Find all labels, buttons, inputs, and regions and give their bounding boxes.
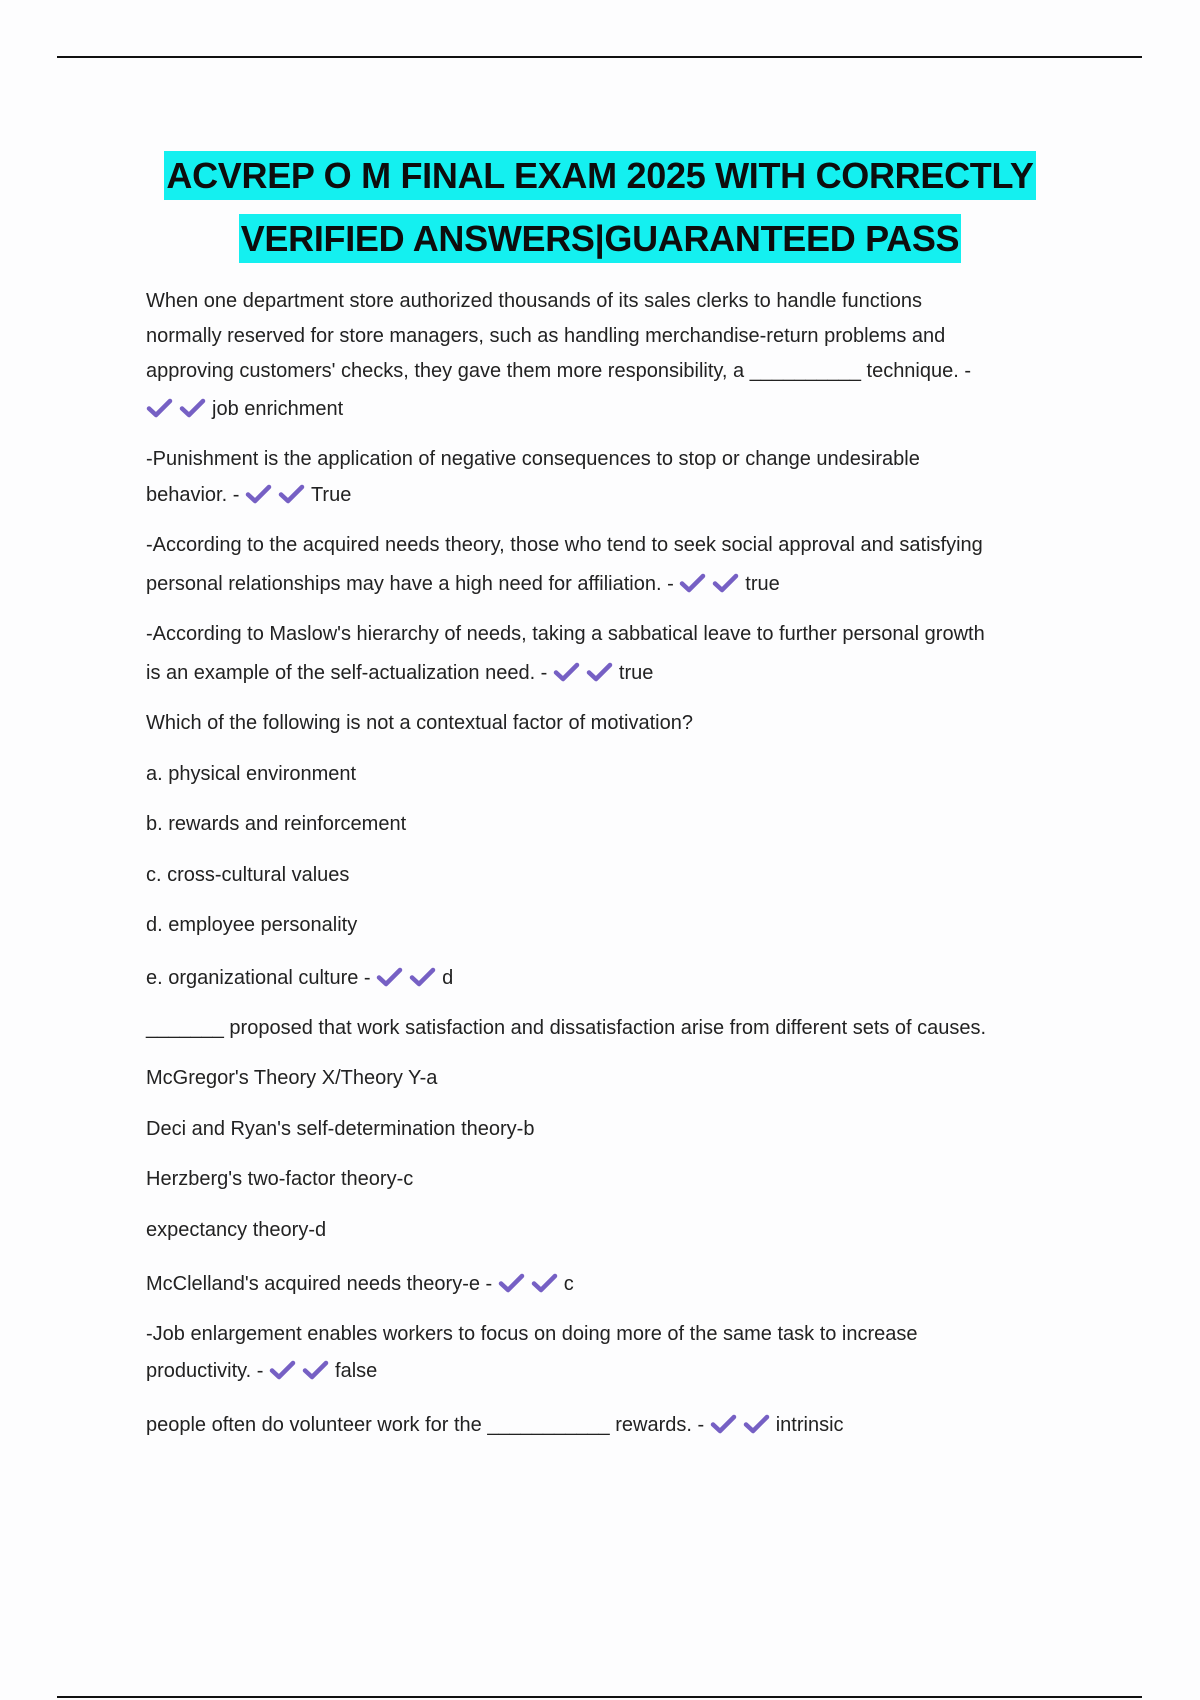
q5-option-d: d. employee personality (146, 914, 358, 936)
q7-answer: false (335, 1360, 378, 1382)
q4-answer: true (618, 662, 654, 684)
q2-answer: True (310, 484, 352, 506)
check-icon (531, 1272, 558, 1294)
check-icon (376, 966, 403, 988)
q3-line-2 (146, 570, 780, 598)
q3-line-1: -According to the acquired needs theory, those who tend to seek social approval and satisfying (146, 534, 983, 556)
q7-line-2 (146, 1357, 377, 1385)
q5-option-e-text: e. organizational culture - (146, 967, 371, 989)
check-icon (146, 397, 173, 419)
check-icon (302, 1359, 329, 1381)
top-rule (57, 56, 1142, 58)
check-icon (679, 572, 706, 594)
check-icon (409, 966, 436, 988)
bottom-rule (57, 1696, 1142, 1698)
q6-option-d: expectancy theory-d (146, 1219, 327, 1241)
q5-option-a: a. physical environment (146, 763, 357, 785)
q7-line-2-text: productivity. - (146, 1360, 264, 1382)
check-icon (586, 661, 613, 683)
q2-line-2-text: behavior. - (146, 484, 240, 506)
check-icon (278, 483, 305, 505)
q1-line-1: When one department store authorized thousands of its sales clerks to handle functions (146, 290, 923, 312)
q6-answer: c (563, 1273, 574, 1295)
q5-option-b: b. rewards and reinforcement (146, 813, 407, 835)
q2-line-2 (146, 481, 351, 509)
q3-line-2-text: personal relationships may have a high need for affiliation. - (146, 573, 674, 595)
check-icon (245, 483, 272, 505)
q6-question: _______ proposed that work satisfaction and dissatisfaction arise from different sets of causes. (146, 1017, 987, 1039)
q1-answer-line (146, 395, 343, 423)
title-line-1: ACVREP O M FINAL EXAM 2025 WITH CORRECTLY (164, 151, 1035, 200)
q1-line-2: normally reserved for store managers, such as handling merchandise-return problems and (146, 325, 946, 347)
q4-line-1: -According to Maslow's hierarchy of needs, taking a sabbatical leave to further personal growth (146, 623, 985, 645)
q3-answer: true (745, 573, 780, 595)
q8-line (146, 1411, 844, 1439)
check-icon (710, 1413, 737, 1435)
document-title (0, 144, 1200, 270)
q1-answer: job enrichment (212, 398, 344, 420)
q8-line-text: people often do volunteer work for the ___________ rewards. - (146, 1414, 705, 1436)
q7-line-1: -Job enlargement enables workers to focus on doing more of the same task to increase (146, 1323, 918, 1345)
q5-option-c: c. cross-cultural values (146, 864, 350, 886)
title-line-2: VERIFIED ANSWERS|GUARANTEED PASS (239, 214, 962, 263)
q6-option-e (146, 1270, 574, 1298)
q8-answer: intrinsic (775, 1414, 844, 1436)
q6-option-e-text: McClelland's acquired needs theory-e - (146, 1273, 493, 1295)
q5-question: Which of the following is not a contextual factor of motivation? (146, 712, 693, 734)
check-icon (498, 1272, 525, 1294)
q2-line-1: -Punishment is the application of negative consequences to stop or change undesirable (146, 448, 920, 470)
q5-answer: d (442, 967, 454, 989)
q6-option-a: McGregor's Theory X/Theory Y-a (146, 1067, 438, 1089)
q4-line-2 (146, 659, 653, 687)
q6-option-c: Herzberg's two-factor theory-c (146, 1168, 414, 1190)
check-icon (269, 1359, 296, 1381)
check-icon (743, 1413, 770, 1435)
check-icon (179, 397, 206, 419)
check-icon (712, 572, 739, 594)
q6-option-b: Deci and Ryan's self-determination theory-b (146, 1118, 535, 1140)
q1-line-3: approving customers' checks, they gave them more responsibility, a __________ technique. - (146, 360, 972, 382)
check-icon (553, 661, 580, 683)
q5-option-e (146, 964, 453, 992)
q4-line-2-text: is an example of the self-actualization need. - (146, 662, 548, 684)
